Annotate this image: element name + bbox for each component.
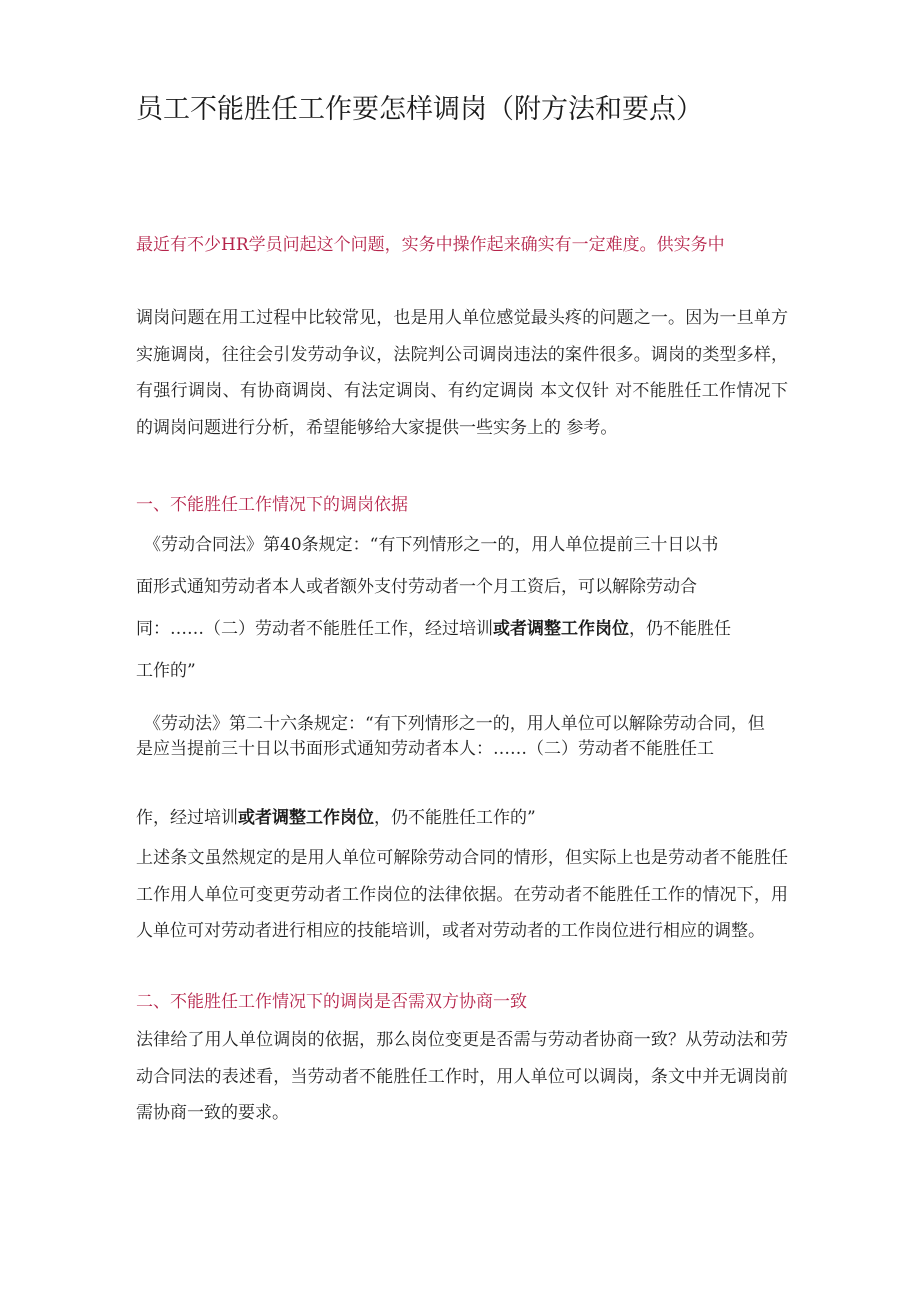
- section-1-heading: 一、不能胜任工作情况下的调岗依据: [136, 495, 408, 515]
- quote-2-last-line: [136, 803, 796, 833]
- quote-2-emphasis: 或者调整工作岗位: [238, 808, 374, 828]
- quote-1-line-3-tail: ，仍不能胜任: [629, 619, 731, 639]
- quote-1-line-4: 工作的”: [136, 661, 196, 681]
- section-2-heading: 二、不能胜任工作情况下的调岗是否需双方协商一致: [136, 992, 527, 1012]
- quote-2-last-tail: ，仍不能胜任工作的”: [374, 808, 536, 828]
- quote-1-line-1: 《劳动合同法》第40条规定：“有下列情形之一的，用人单位提前三十日以书: [144, 535, 719, 555]
- quote-1-line-3: [136, 614, 796, 644]
- paragraph-intro-body: 调岗问题在用工过程中比较常见，也是用人单位感觉最头疼的问题之一。因为一旦单方实施调岗，往往会引发劳动争议，法院判公司调岗违法的案件很多。调岗的类型多样，有强行调岗、有协商调岗、有法定调岗、有约定调岗 本文仅针 对不能胜任工作情况下的调岗问题进行分析，希望能够给大家提供一些实务上的 参考。: [136, 308, 788, 438]
- page-title: 员工不能胜任工作要怎样调岗（附方法和要点）: [136, 94, 703, 125]
- quote-1-line-3-text: 同：……（二）劳动者不能胜任工作，经过培训: [136, 619, 493, 639]
- section-2-body: 法律给了用人单位调岗的依据，那么岗位变更是否需与劳动者协商一致？从劳动法和劳动合同法的表述看，当劳动者不能胜任工作时，用人单位可以调岗，条文中并无调岗前需协商一致的要求。: [136, 1030, 788, 1123]
- quote-2-text: 《劳动法》第二十六条规定：“有下列情形之一的，用人单位可以解除劳动合同，但是应当提前三十日以书面形式通知劳动者本人：……（二）劳动者不能胜任工: [136, 714, 765, 759]
- quote-1-emphasis: 或者调整工作岗位: [493, 619, 629, 639]
- intro-text: 最近有不少HR学员问起这个问题，实务中操作起来确实有一定难度。供实务中: [136, 235, 725, 255]
- section-1-body: 上述条文虽然规定的是用人单位可解除劳动合同的情形，但实际上也是劳动者不能胜任工作用人单位可变更劳动者工作岗位的法律依据。在劳动者不能胜任工作的情况下，用人单位可对劳动者进行相应的技能培训，或者对劳动者的工作岗位进行相应的调整。: [136, 848, 788, 941]
- quote-2-last-text: 作，经过培训: [136, 808, 238, 828]
- quote-1-line-2: 面形式通知劳动者本人或者额外支付劳动者一个月工资后，可以解除劳动合: [136, 577, 697, 597]
